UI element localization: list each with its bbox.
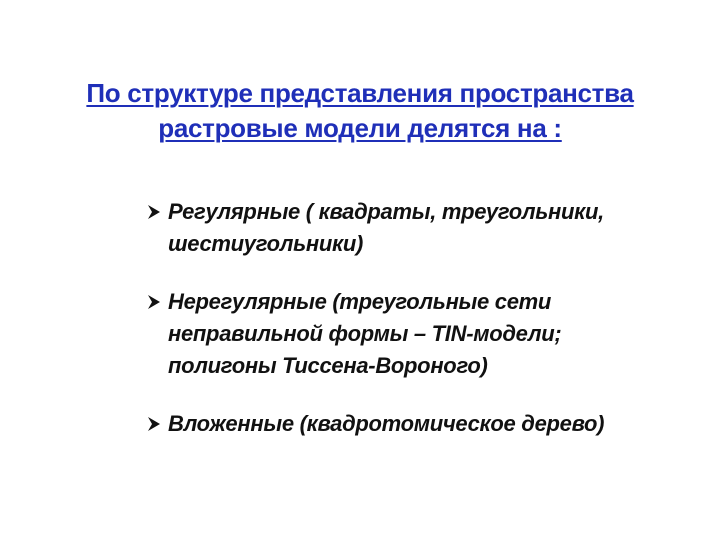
slide-title-line-2: растровые модели делятся на : (158, 113, 562, 143)
slide-title-line-1: По структуре представления пространства (86, 78, 634, 108)
slide-title (60, 76, 660, 146)
bullet-text-line: неправильной формы – TIN-модели; (168, 321, 562, 346)
arrow-bullet-icon (146, 294, 162, 310)
bullet-text-line: Вложенные (квадротомическое дерево) (168, 411, 605, 436)
bullet-text-line: шестиугольники) (168, 231, 364, 256)
arrow-bullet-icon (146, 204, 162, 220)
bullet-item-nested (146, 408, 666, 440)
bullet-list (146, 196, 666, 440)
bullet-text-line: Регулярные ( квадраты, треугольники, (168, 199, 604, 224)
bullet-item-regular (146, 196, 666, 260)
bullet-item-irregular (146, 286, 666, 382)
bullet-text-line: полигоны Тиссена-Вороного) (168, 353, 488, 378)
bullet-text-line: Нерегулярные (треугольные сети (168, 289, 552, 314)
arrow-bullet-icon (146, 416, 162, 432)
